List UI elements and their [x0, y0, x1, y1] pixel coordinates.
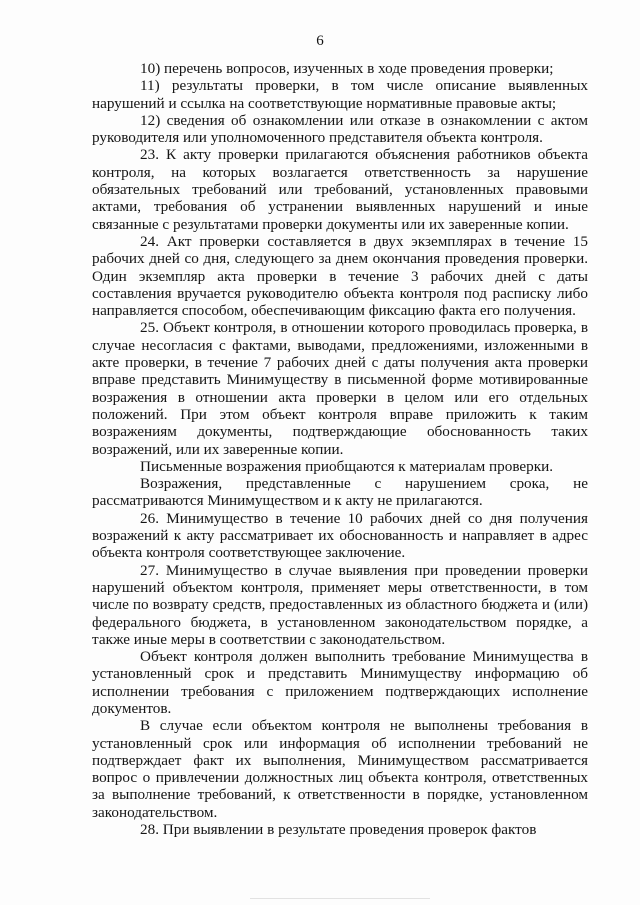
clause-27-liability: В случае если объектом контроля не выполнены требования в установленный срок или информация об исполнении требований не подтверждает факт их выполнения, Минимуществом рассматривается вопрос о привлечении должностных лиц объекта контроля, ответственных за выполнение требований, к ответственности в порядке, установленном законодательством. — [92, 717, 588, 821]
clause-27-requirement: Объект контроля должен выполнить требование Минимущества в установленный срок и представить Минимуществу информацию об исполнении требования с приложением подтверждающих исполнение документов. — [92, 648, 588, 717]
clause-26: 26. Минимущество в течение 10 рабочих дней со дня получения возражений к акту рассматривает их обоснованность и направляет в адрес объекта контроля соответствующее заключение. — [92, 509, 588, 562]
scan-edge-mark — [250, 898, 430, 899]
page-number: 6 — [316, 33, 324, 49]
clause-24: 24. Акт проверки составляется в двух экземплярах в течение 15 рабочих дней со дня, следующего за днем окончания проведения проверки. Один экземпляр акта проверки в течение 3 рабочих дней с даты составления вручается руководителю объекта контроля под расписку либо направляется способом, обеспечивающим фиксацию факта его получения. — [92, 232, 588, 320]
list-item-10: 10) перечень вопросов, изученных в ходе проведения проверки; — [140, 60, 554, 77]
clause-23: 23. К акту проверки прилагаются объяснения работников объекта контроля, на которых возлагается ответственность за нарушение обязательных требований или требований, установленных правовыми актами, требования об устранении выявленных нарушений и иные связанные с результатами проверки документы или их заверенные копии. — [92, 146, 588, 233]
clause-25-late-objections: Возражения, представленные с нарушением срока, не рассматриваются Минимуществом и к акту не прилагаются. — [92, 475, 588, 510]
list-item-11: 11) результаты проверки, в том числе описание выявленных нарушений и ссылка на соответствующие нормативные правовые акты; — [92, 77, 588, 112]
clause-25: 25. Объект контроля, в отношении которого проводилась проверка, в случае несогласия с фактами, выводами, предложениями, изложенными в акте проверки, в течение 7 рабочих дней с даты получения акта проверки вправе представить Минимуществу в письменной форме мотивированные возражения в отношении акта проверки в целом или его отдельных положений. При этом объект контроля вправе приложить к таким возражениям документы, подтверждающие обоснованность таких возражений, или их заверенные копии. — [92, 319, 588, 458]
list-item-12: 12) сведения об ознакомлении или отказе в ознакомлении с актом руководителя или уполномоченного представителя объекта контроля. — [92, 111, 588, 147]
clause-27: 27. Минимущество в случае выявления при проведении проверки нарушений объектом контроля, применяет меры ответственности, в том числе по возврату средств, предоставленных из областного бюджета и (или) федерального бюджета, в установленном законодательством порядке, а также иные меры в соответствии с законодательством. — [92, 561, 588, 648]
clause-28: 28. При выявлении в результате проведения проверок фактов — [140, 821, 537, 839]
document-body — [92, 60, 588, 838]
clause-25-objections-attached: Письменные возражения приобщаются к материалам проверки. — [140, 457, 554, 475]
